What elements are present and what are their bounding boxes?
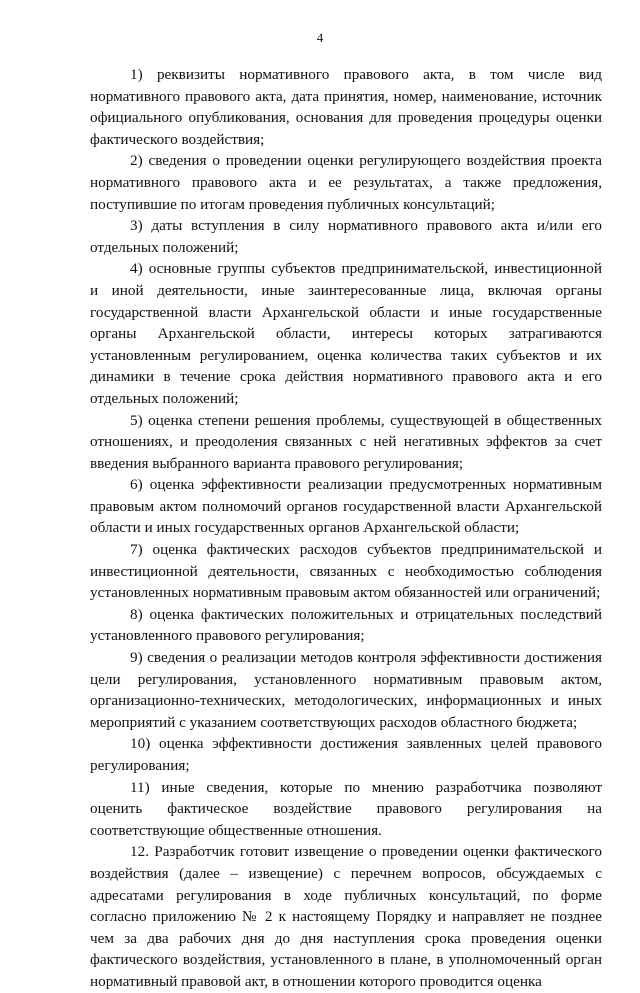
page-number: 4 xyxy=(316,30,324,45)
paragraph-item-8: 8) оценка фактических положительных и отрицательных последствий установленного правового регулирования; xyxy=(90,605,602,645)
paragraph-item-5: 5) оценка степени решения проблемы, существующей в общественных отношениях, и преодоления связанных с ней негативных эффектов за счет введения выбранного варианта правового регулирования; xyxy=(90,411,602,472)
paragraph-item-9: 9) сведения о реализации методов контроля эффективности достижения цели регулирования, установленного нормативным правовым актом, организационно-технических, методологических, информационных и иных мероприятий с указанием соответствующих расходов областного бюджета; xyxy=(90,649,602,731)
paragraph-item-7: 7) оценка фактических расходов субъектов предпринимательской и инвестиционной деятельности, связанных с необходимостью соблюдения установленных нормативным правовым актом обязанностей или ограничений; xyxy=(90,541,602,602)
paragraph-item-2: 2) сведения о проведении оценки регулирующего воздействия проекта нормативного правового акта и ее результатах, а также предложения, поступившие по итогам проведения публичных консультаций; xyxy=(90,152,602,213)
paragraph-item-11: 11) иные сведения, которые по мнению разработчика позволяют оценить фактическое воздействие правового регулирования на соответствующие общественные отношения. xyxy=(90,778,602,839)
paragraph-section-12: 12. Разработчик готовит извещение о проведении оценки фактического воздействия (далее – извещение) с перечнем вопросов, обсуждаемых с адресатами регулирования в ходе публичных консультаций, по форме согласно приложению № 2 к настоящему Порядку и направляет не позднее чем за два рабочих дня до дня наступления срока проведения оценки фактического воздействия, установленного в плане, в уполномоченный орган нормативный правовой акт, в отношении которого проводится оценка xyxy=(90,843,602,990)
document-body xyxy=(90,64,602,993)
paragraph-item-10: 10) оценка эффективности достижения заявленных целей правового регулирования; xyxy=(90,735,602,774)
paragraph-item-6: 6) оценка эффективности реализации предусмотренных нормативным правовым актом полномочий органов государственной власти Архангельской области и иных государственных органов Архангельской области; xyxy=(90,476,602,537)
paragraph-item-1: 1) реквизиты нормативного правового акта, в том числе вид нормативного правового акта, дата принятия, номер, наименование, источник официального опубликования, основания для проведения процедуры оценки фактического воздействия; xyxy=(90,66,602,148)
paragraph-item-4: 4) основные группы субъектов предпринимательской, инвестиционной и иной деятельности, иные заинтересованные лица, включая органы государственной власти Архангельской области и иные государственные органы Архангельской области, интересы которых затрагиваются установленным регулированием, оценка количества таких субъектов и их динамики в течение срока действия нормативного правового акта и его отдельных положений; xyxy=(90,260,602,407)
paragraph-item-3: 3) даты вступления в силу нормативного правового акта и/или его отдельных положений; xyxy=(90,217,602,256)
